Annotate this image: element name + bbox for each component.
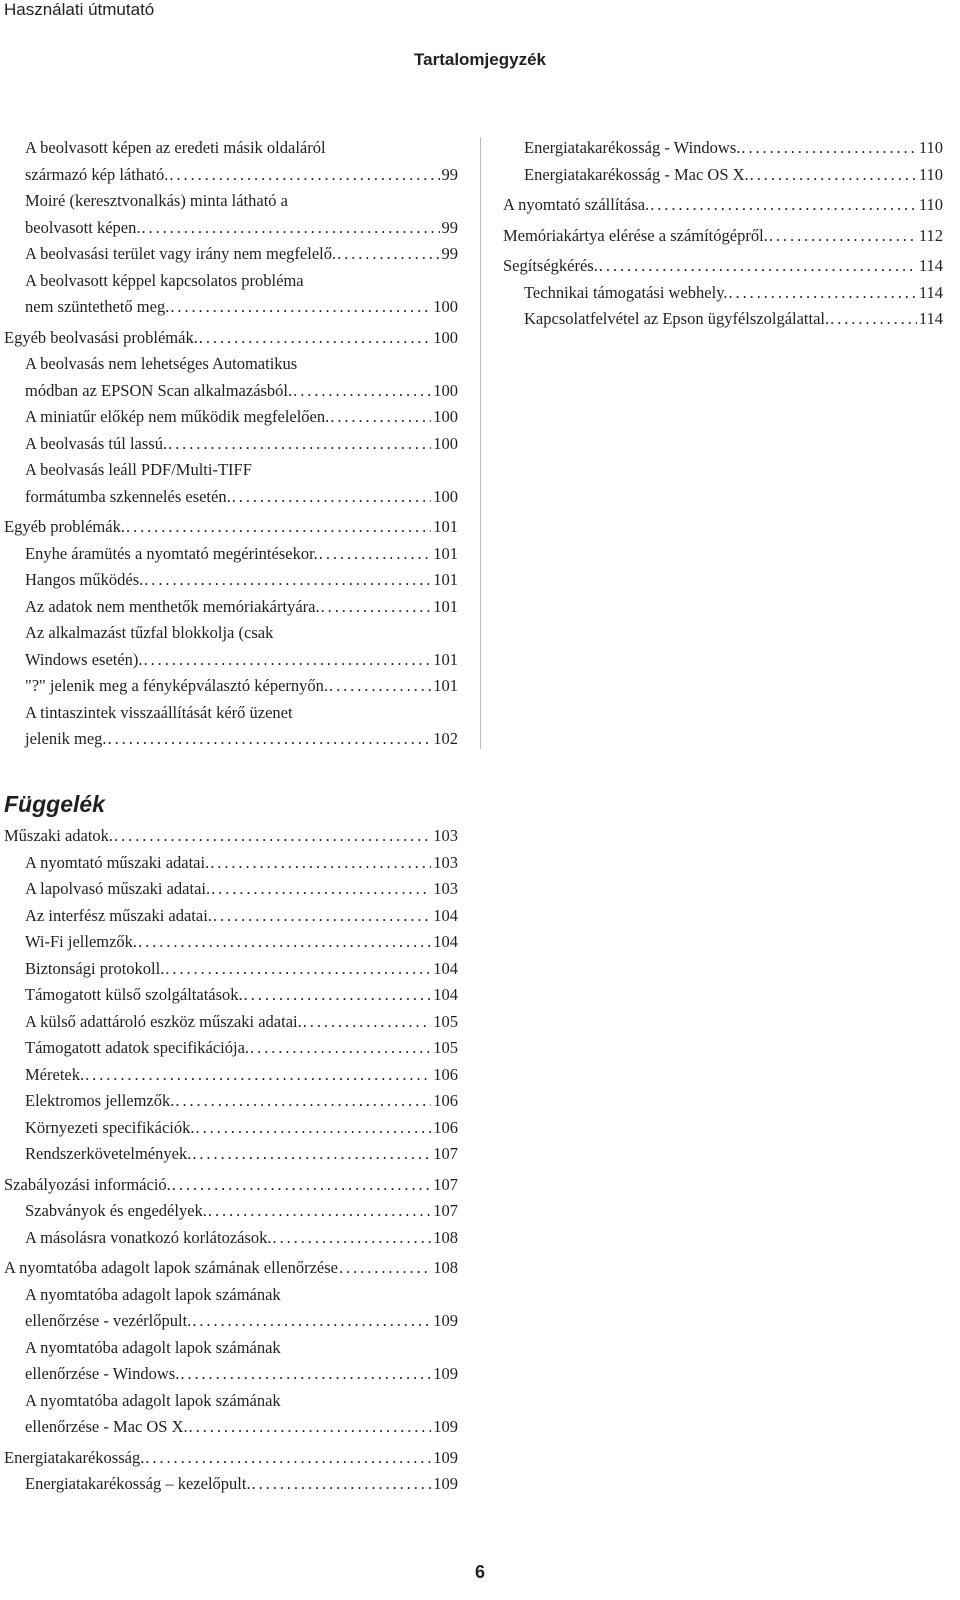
toc-entry[interactable] [4,982,458,1009]
toc-entry-title: A nyomtatóba adagolt lapok számának [25,1284,281,1304]
toc-entry[interactable] [4,567,458,594]
toc-entry-line [25,1308,458,1335]
toc-entry-line [25,431,458,458]
toc-entry-title: A másolásra vonatkozó korlátozások. [25,1227,272,1247]
toc-entry-page: 109 [433,1311,458,1330]
toc-entry[interactable] [4,541,458,568]
toc-entry-line [25,1388,458,1415]
dot-leader [180,1361,431,1388]
toc-entry-page: 103 [433,852,458,872]
toc-entry-title: Technikai támogatási webhely. [524,282,728,302]
toc-entry-title: A beolvasás leáll PDF/Multi-TIFF [25,460,252,479]
dot-leader [189,1414,432,1441]
toc-entry[interactable] [503,162,943,189]
toc-entry-title: A beolvasási terület vagy irány nem megfelelő. [25,244,337,263]
toc-entry-page: 100 [433,380,458,400]
toc-entry-title: Rendszerkövetelmények. [25,1144,192,1163]
toc-entry-page: 109 [433,1474,458,1493]
toc-entry-title: Wi-Fi jellemzők. [25,932,138,951]
toc-entry-title: A nyomtatóba adagolt lapok számának [25,1390,281,1410]
dot-leader [232,484,432,511]
toc-entry-line [25,241,458,268]
dot-leader [337,241,439,268]
toc-entry-page: 99 [441,244,458,263]
toc-entry-line [25,268,458,295]
dot-leader [339,1255,431,1282]
toc-entry-line [25,850,458,877]
dot-leader [599,253,917,280]
toc-entry[interactable] [4,1335,458,1388]
toc-entry-title: "?" jelenik meg a fényképválasztó képernyőn. [25,676,329,695]
toc-entry-title: Energiatakarékosság – kezelőpult. [25,1474,251,1493]
toc-entry[interactable] [4,929,458,956]
toc-entry-line [25,457,458,484]
toc-entry-line [25,567,458,594]
dot-leader [210,850,431,877]
dot-leader [750,162,917,189]
toc-entry[interactable] [4,1035,458,1062]
dot-leader [169,162,439,189]
toc-entry-line [25,1062,458,1089]
toc-entry-line [4,325,458,352]
page-number: 6 [474,1562,485,1582]
toc-entry-line [25,351,458,378]
toc-entry-title: Az alkalmazást tűzfal blokkolja (csak [25,623,274,642]
toc-entry-line [503,223,943,250]
toc-entry-title: Támogatott adatok specifikációja. [25,1038,250,1057]
toc-entry[interactable] [4,1225,458,1252]
dot-leader [138,929,431,956]
toc-entry[interactable] [4,1009,458,1036]
dot-leader [244,982,432,1009]
dot-leader [250,1035,431,1062]
toc-entry-page: 109 [433,1364,458,1383]
toc-entry-title: A nyomtató szállítása. [503,195,650,214]
toc-entry[interactable] [503,135,943,162]
toc-entry-page: 110 [918,138,943,157]
toc-entry-line [25,647,458,674]
toc-entry-line [25,404,458,431]
dot-leader [85,1062,431,1089]
toc-entry-title: A nyomtató műszaki adatai. [25,852,210,872]
toc-entry-page: 104 [433,985,458,1004]
toc-entry-page: 100 [433,297,458,316]
toc-entry-title: Környezeti specifikációk. [25,1117,195,1137]
dot-leader [175,1088,431,1115]
toc-entry-title: A miniatűr előkép nem működik megfelelően. [25,407,330,426]
toc-entry-page: 107 [433,1174,458,1194]
dot-leader [108,726,432,753]
toc-entry-title: Méretek. [25,1064,85,1084]
toc-entry-page: 100 [433,433,458,453]
toc-entry-page: 109 [433,1447,458,1467]
toc-entry-title: A nyomtatóba adagolt lapok számának [25,1337,281,1357]
toc-entry-line [524,306,943,333]
toc-entry-page: 108 [433,1227,458,1247]
toc-entry-title: ellenőrzése - Mac OS X. [25,1417,188,1436]
toc-entry[interactable] [503,253,943,280]
toc-entry-title: beolvasott képen. [25,217,141,237]
toc-entry-line [25,1225,458,1252]
toc-entry-line [25,1414,458,1441]
toc-entry-page: 104 [433,905,458,925]
toc-entry[interactable] [4,1141,458,1168]
toc-entry[interactable] [4,1471,458,1498]
toc-entry-page: 104 [433,932,458,951]
toc-entry-title: nem szüntethető meg. [25,297,170,316]
toc-column-left [4,135,458,753]
toc-entry-title: Moiré (keresztvonalkás) minta látható a [25,191,288,210]
toc-entry-line [25,1198,458,1225]
toc-entry-title: Windows esetén). [25,649,143,669]
toc-entry[interactable] [4,1445,458,1472]
toc-entry-page: 101 [433,676,458,695]
toc-entry-title: Hangos működés. [25,570,144,589]
toc-entry-line [25,700,458,727]
toc-entry[interactable] [4,241,458,268]
dot-leader [192,1308,431,1335]
toc-entry-title: Kapcsolatfelvétel az Epson ügyfélszolgálattal. [524,309,830,328]
toc-entry-line [25,1361,458,1388]
dot-leader [170,294,431,321]
toc-entry-page: 104 [433,958,458,978]
toc-entry-title: módban az EPSON Scan alkalmazásból. [25,380,293,400]
toc-entry[interactable] [4,956,458,983]
toc-entry-page: 99 [441,164,458,184]
toc-entry-title: Energiatakarékosság. [4,1447,145,1467]
dot-leader [141,215,439,242]
toc-entry-line [25,594,458,621]
dot-leader [650,192,917,219]
dot-leader [144,647,432,674]
toc-entry-page: 100 [433,486,458,506]
toc-entry-page: 101 [433,570,458,589]
toc-entry-page: 108 [433,1258,458,1277]
toc-entry-page: 107 [433,1201,458,1220]
toc-entry-page: 101 [433,543,458,563]
toc-entry-title: formátumba szkennelés esetén. [25,486,231,506]
toc-entry-page: 114 [918,256,943,275]
toc-entry[interactable] [503,192,943,219]
toc-entry-line [25,1282,458,1309]
toc-entry-line [25,726,458,753]
toc-entry-line [25,876,458,903]
toc-entry[interactable] [503,223,943,250]
toc-entry-line [4,1445,458,1472]
toc-entry-page: 106 [433,1091,458,1110]
toc-entry[interactable] [4,594,458,621]
dot-leader [329,673,431,700]
toc-entry-page: 99 [441,217,458,237]
toc-entry-page: 106 [433,1064,458,1084]
dot-leader [330,404,431,431]
toc-entry-page: 101 [433,517,458,536]
toc-entry-title: Egyéb problémák. [4,517,125,536]
section-heading: Függelék [4,791,105,817]
column-divider [480,137,481,749]
toc-entry[interactable] [4,673,458,700]
toc-entry-title: A nyomtatóba adagolt lapok számának ellenőrzése [4,1258,339,1277]
toc-entry-title: Szabványok és engedélyek. [25,1201,207,1220]
toc-entry[interactable] [4,188,458,241]
toc-entry-page: 106 [433,1117,458,1137]
dot-leader [273,1225,432,1252]
toc-entry-line [25,484,458,511]
toc-entry[interactable] [4,1282,458,1335]
toc-entry-line [25,1009,458,1036]
toc-entry[interactable] [4,1388,458,1441]
dot-leader [830,306,917,333]
toc-entry-page: 107 [433,1144,458,1163]
dot-leader [319,541,431,568]
toc-entry-page: 109 [433,1417,458,1436]
toc-entry[interactable] [4,620,458,673]
running-head: Használati útmutató [4,0,155,19]
toc-entry-title: A külső adattároló eszköz műszaki adatai. [25,1011,302,1031]
toc-entry-page: 100 [433,407,458,426]
toc-entry-title: A tintaszintek visszaállítását kérő üzenet [25,702,293,722]
dot-leader [208,1198,431,1225]
toc-entry-title: származó kép látható. [25,164,169,184]
dot-leader [213,903,431,930]
toc-entry-page: 110 [918,195,943,214]
toc-entry[interactable] [4,514,458,541]
toc-entry[interactable] [4,404,458,431]
dot-leader [144,567,431,594]
toc-entry-line [524,135,943,162]
appendix-section [4,789,458,1498]
dot-leader [145,1445,431,1472]
dot-leader [769,223,917,250]
toc-entry-title: A beolvasás nem lehetséges Automatikus [25,354,298,373]
toc-entry-page: 105 [433,1038,458,1057]
toc-entry-line [524,280,943,307]
toc-entry-line [25,1035,458,1062]
toc-entry-line [25,903,458,930]
toc-entry-title: A beolvasott képen az eredeti másik oldaláról [25,138,326,157]
toc-column-right [503,135,943,333]
toc-entry-title: Energiatakarékosság - Mac OS X. [524,164,749,184]
toc-entry[interactable] [4,1198,458,1225]
toc-entry-line [25,1115,458,1142]
toc-entry[interactable] [503,280,943,307]
toc-entry-page: 102 [433,729,458,748]
toc-entry-line [25,135,458,162]
toc-entry-line [4,823,458,850]
dot-leader [165,956,431,983]
dot-leader [172,1172,431,1199]
dot-leader [321,594,432,621]
dot-leader [252,1471,432,1498]
toc-entry-page: 103 [433,826,458,845]
toc-entry-page: 105 [433,1011,458,1031]
toc-entry-page: 100 [433,327,458,347]
dot-leader [192,1141,431,1168]
toc-entry-title: Szabályozási információ. [4,1174,171,1194]
toc-entry-title: Egyéb beolvasási problémák. [4,327,198,347]
toc-entry[interactable] [4,700,458,753]
toc-entry-line [25,294,458,321]
toc-entry-title: Energiatakarékosság - Windows. [524,138,741,157]
toc-entry-line [25,215,458,242]
dot-leader [293,378,431,405]
toc-entry[interactable] [4,850,458,877]
toc-entry-line [25,673,458,700]
toc-entry-line [25,188,458,215]
toc-entry[interactable] [4,457,458,510]
toc-entry-line [503,192,943,219]
toc-entry-line [25,541,458,568]
page-title: Tartalomjegyzék [414,50,546,69]
toc-entry[interactable] [4,1172,458,1199]
toc-entry[interactable] [4,325,458,352]
toc-entry-title: jelenik meg. [25,729,107,748]
dot-leader [126,514,431,541]
toc-entry-line [25,1088,458,1115]
toc-entry-line [25,956,458,983]
toc-entry-title: Segítségkérés. [503,256,598,275]
toc-entry[interactable] [4,431,458,458]
toc-entry-line [25,162,458,189]
toc-entry-line [4,1172,458,1199]
toc-entry-title: ellenőrzése - vezérlőpult. [25,1311,192,1330]
dot-leader [211,876,431,903]
dot-leader [199,325,431,352]
toc-entry-line [4,1255,458,1282]
toc-entry-title: Memóriakártya elérése a számítógépről. [503,225,768,245]
toc-entry[interactable] [4,903,458,930]
toc-entry-title: Biztonsági protokoll. [25,958,165,978]
toc-entry-line [4,514,458,541]
toc-entry-line [25,1335,458,1362]
dot-leader [196,1115,432,1142]
dot-leader [303,1009,432,1036]
toc-entry[interactable] [4,823,458,850]
toc-entry-line [25,929,458,956]
toc-entry[interactable] [4,135,458,188]
toc-entry-title: Támogatott külső szolgáltatások. [25,985,243,1004]
toc-entry-page: 101 [433,649,458,669]
toc-entry-page: 103 [433,879,458,898]
toc-entry[interactable] [4,876,458,903]
toc-entry[interactable] [4,268,458,321]
toc-entry-line [25,378,458,405]
toc-entry-line [25,620,458,647]
toc-entry-title: Műszaki adatok. [4,826,114,845]
toc-entry-page: 101 [433,596,458,616]
toc-entry-line [25,1141,458,1168]
toc-entry[interactable] [4,1255,458,1282]
toc-entry-line [25,1471,458,1498]
toc-entry[interactable] [503,306,943,333]
toc-entry-title: Elektromos jellemzők. [25,1091,175,1110]
toc-entry[interactable] [4,351,458,404]
toc-entry-title: Az adatok nem menthetők memóriakártyára. [25,596,320,616]
toc-entry-line [503,253,943,280]
toc-entry-title: ellenőrzése - Windows. [25,1364,180,1383]
toc-entry-page: 112 [918,225,943,245]
toc-entry[interactable] [4,1088,458,1115]
toc-entry[interactable] [4,1115,458,1142]
toc-entry-page: 114 [918,282,943,302]
toc-entry-line [25,982,458,1009]
dot-leader [114,823,431,850]
toc-entry[interactable] [4,1062,458,1089]
toc-entry-title: Az interfész műszaki adatai. [25,905,212,925]
toc-entry-title: A lapolvasó műszaki adatai. [25,879,211,898]
toc-entry-title: Enyhe áramütés a nyomtató megérintésekor. [25,543,318,563]
dot-leader [741,135,916,162]
toc-entry-title: A beolvasás túl lassú. [25,433,168,453]
toc-entry-page: 114 [918,309,943,328]
dot-leader [729,280,917,307]
toc-entry-line [524,162,943,189]
toc-entry-page: 110 [918,164,943,184]
appendix-entries [4,823,458,1498]
dot-leader [168,431,431,458]
toc-entry-title: A beolvasott képpel kapcsolatos probléma [25,270,304,290]
